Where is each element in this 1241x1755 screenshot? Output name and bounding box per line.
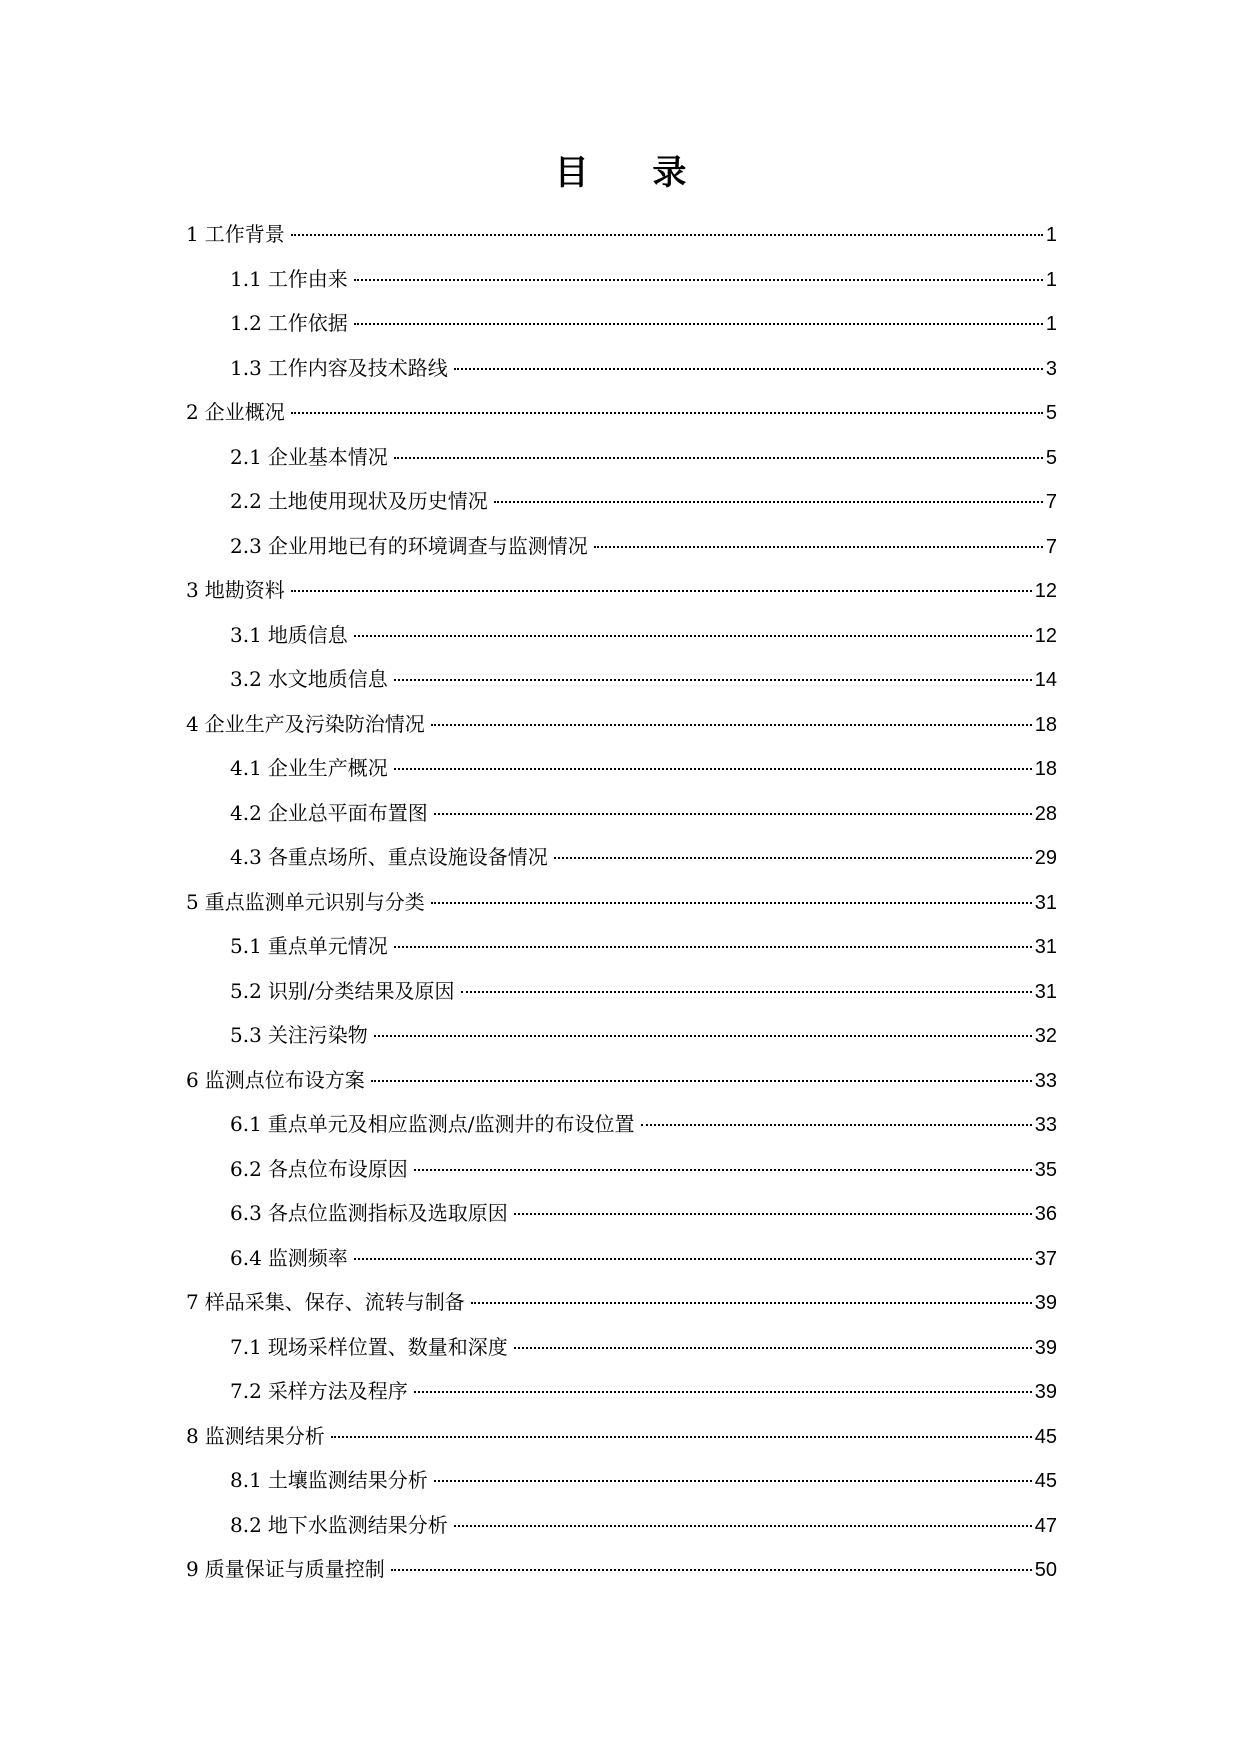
toc-entry[interactable] [186,301,1057,346]
toc-entry-label [230,435,388,480]
toc-entry[interactable] [186,1280,1057,1325]
toc-entry-number: 3.1 [230,622,262,647]
toc-entry[interactable] [186,1458,1057,1503]
toc-entry-text: 企业基本情况 [267,444,388,469]
toc-dot-leader [291,412,1043,414]
toc-entry-text: 各点位监测指标及选取原因 [267,1201,508,1225]
toc-entry-label [230,257,348,302]
toc-dot-leader [331,1436,1032,1438]
toc-entry-label [186,702,425,747]
toc-entry-number: 5.1 [230,934,262,958]
toc-entry-label [186,1414,325,1459]
toc-dot-leader [394,946,1032,948]
toc-entry[interactable] [186,435,1057,480]
toc-entry-page-number: 1 [1045,313,1057,335]
toc-entry-page-number: 7 [1045,535,1057,558]
toc-dot-leader [354,635,1032,637]
toc-entry-number: 6.1 [230,1112,262,1136]
toc-entry[interactable] [186,791,1057,836]
toc-entry-text: 监测结果分析 [204,1423,325,1448]
toc-dot-leader [394,457,1043,459]
toc-entry-label [230,346,448,391]
toc-entry-label [186,1280,465,1325]
toc-entry[interactable] [186,346,1057,391]
toc-entry-page-number: 1 [1045,224,1057,246]
toc-dot-leader [514,1347,1032,1349]
toc-entry-text: 识别/分类结果及原因 [267,978,455,1003]
toc-entry[interactable] [186,969,1057,1014]
toc-entry-page-number: 45 [1034,1470,1057,1492]
toc-entry-text: 地质信息 [267,622,348,647]
toc-entry[interactable] [186,880,1057,925]
toc-entry-page-number: 50 [1034,1559,1057,1581]
toc-entry-text: 工作内容及技术路线 [267,355,448,380]
toc-entry-number: 9 [186,1557,199,1581]
toc-entry-label [230,969,455,1014]
toc-entry-page-number: 35 [1034,1158,1057,1181]
toc-entry-number: 4.1 [230,756,262,780]
toc-entry-label [230,1503,448,1548]
toc-dot-leader [454,1525,1032,1527]
toc-dot-leader [291,590,1032,592]
toc-entry-number: 2.3 [230,533,262,558]
toc-entry-number: 4.2 [230,800,262,825]
toc-entry-text: 土壤监测结果分析 [267,1468,428,1492]
toc-entry[interactable] [186,568,1057,613]
toc-entry-label [230,613,348,658]
toc-entry-number: 6.4 [230,1245,262,1270]
toc-entry-label [230,835,548,880]
toc-entry-text: 监测点位布设方案 [204,1067,365,1092]
toc-entry-label [230,924,388,969]
toc-entry-number: 5 [186,889,199,914]
toc-entry-page-number: 47 [1034,1514,1057,1537]
toc-entry-label [186,212,285,257]
toc-entry-label [230,1325,508,1370]
toc-entry-page-number: 18 [1034,713,1057,736]
toc-entry-page-number: 3 [1045,357,1057,380]
toc-entry-text: 企业生产概况 [267,756,388,780]
toc-entry[interactable] [186,1369,1057,1414]
toc-entry-text: 关注污染物 [267,1023,368,1047]
toc-entry-text: 监测频率 [267,1245,348,1270]
toc-dot-leader [494,501,1043,503]
toc-dot-leader [461,991,1032,993]
toc-dot-leader [291,234,1043,236]
toc-dot-leader [454,368,1043,370]
toc-entry-text: 企业生产及污染防治情况 [204,711,425,736]
toc-entry[interactable] [186,1547,1057,1592]
toc-entry-number: 1 [186,222,199,246]
toc-dot-leader [514,1213,1032,1215]
toc-entry-number: 7.2 [230,1379,262,1403]
toc-entry-number: 1.2 [230,311,262,335]
toc-entry-label [186,568,285,613]
toc-entry-page-number: 36 [1034,1203,1057,1225]
toc-entry-text: 地勘资料 [204,578,285,602]
toc-dot-leader [394,768,1032,770]
toc-entry-page-number: 32 [1034,1025,1057,1047]
toc-entry-number: 5.2 [230,978,262,1003]
toc-dot-leader [354,1258,1032,1260]
toc-entry-page-number: 12 [1034,624,1057,647]
toc-entry-text: 质量保证与质量控制 [204,1557,385,1581]
toc-entry-text: 企业用地已有的环境调查与监测情况 [267,533,588,558]
toc-dot-leader [391,1569,1032,1571]
toc-title: 目 录 [554,153,713,193]
toc-entry-label [230,657,388,702]
toc-entry-text: 工作依据 [267,311,348,335]
toc-entry-number: 7.1 [230,1334,262,1359]
toc-entry-label [186,1547,385,1592]
toc-entry-text: 重点监测单元识别与分类 [204,889,425,914]
toc-dot-leader [371,1080,1032,1082]
toc-entry-label [230,301,348,346]
toc-entry-text: 样品采集、保存、流转与制备 [204,1290,465,1314]
toc-entry[interactable] [186,924,1057,969]
toc-entry-label [186,880,425,925]
toc-entry-number: 8 [186,1423,199,1448]
toc-entry-page-number: 29 [1034,847,1057,869]
toc-entry-page-number: 33 [1034,1114,1057,1136]
toc-entry-page-number: 5 [1045,446,1057,469]
toc-entry-label [230,791,428,836]
toc-entry-text: 采样方法及程序 [267,1379,408,1403]
toc-entry-page-number: 37 [1034,1247,1057,1270]
toc-entry-page-number: 31 [1034,891,1057,914]
toc-entry[interactable] [186,1325,1057,1370]
toc-entry-number: 4 [186,711,199,736]
toc-entry-label [230,1369,408,1414]
toc-entry-page-number: 39 [1034,1292,1057,1314]
toc-dot-leader [594,546,1043,548]
toc-dot-leader [394,679,1032,681]
toc-entry-page-number: 14 [1034,669,1057,691]
toc-entry-label [186,1058,365,1103]
toc-entry[interactable] [186,613,1057,658]
toc-entry[interactable] [186,1191,1057,1236]
toc-entry[interactable] [186,746,1057,791]
toc-entry-page-number: 45 [1034,1425,1057,1448]
toc-entry-text: 各点位布设原因 [267,1156,408,1181]
toc-entry-number: 3 [186,578,199,602]
toc-entry-label [230,746,388,791]
toc-entry-number: 1.1 [230,266,262,291]
toc-entry-text: 工作由来 [267,266,348,291]
toc-dot-leader [414,1391,1032,1393]
toc-entry-text: 水文地质信息 [267,667,388,691]
toc-entry-page-number: 33 [1034,1069,1057,1092]
toc-entry-page-number: 18 [1034,758,1057,780]
toc-entry-number: 2 [186,400,199,424]
toc-entry-number: 6.2 [230,1156,262,1181]
toc-entry-number: 5.3 [230,1023,262,1047]
toc-entry[interactable] [186,1503,1057,1548]
toc-entry[interactable] [186,1058,1057,1103]
toc-dot-leader [431,724,1032,726]
toc-entry-text: 土地使用现状及历史情况 [267,489,488,513]
toc-dot-leader [434,813,1032,815]
toc-entry-text: 企业总平面布置图 [267,800,428,825]
toc-entry[interactable] [186,1236,1057,1281]
toc-entry[interactable] [186,835,1057,880]
toc-entry-page-number: 28 [1034,802,1057,825]
toc-entry-label [230,479,488,524]
toc-dot-leader [554,857,1032,859]
toc-entry-number: 1.3 [230,355,262,380]
toc-entry-label [230,1458,428,1503]
toc-entry[interactable] [186,257,1057,302]
toc-dot-leader [431,902,1032,904]
toc-entry-number: 8.2 [230,1512,262,1537]
toc-entry-text: 现场采样位置、数量和深度 [267,1334,508,1359]
toc-entry-text: 重点单元及相应监测点/监测井的布设位置 [267,1112,635,1136]
toc-entry[interactable] [186,657,1057,702]
toc-entry[interactable] [186,212,1057,257]
toc-entry-number: 2.1 [230,444,262,469]
toc-dot-leader [641,1124,1032,1126]
toc-entry-number: 3.2 [230,667,262,691]
toc-entry-label [186,390,285,435]
toc-entry-page-number: 7 [1045,491,1057,513]
toc-entry-number: 6 [186,1067,199,1092]
toc-dot-leader [434,1480,1032,1482]
toc-entry-page-number: 12 [1034,580,1057,602]
toc-entry-number: 4.3 [230,845,262,869]
toc-entry[interactable] [186,1414,1057,1459]
toc-list [186,212,1057,1592]
toc-entry-page-number: 31 [1034,980,1057,1003]
toc-dot-leader [354,323,1043,325]
toc-entry[interactable] [186,1147,1057,1192]
toc-entry-page-number: 5 [1045,402,1057,424]
toc-entry-number: 7 [186,1290,199,1314]
toc-entry-label [230,1013,368,1058]
toc-entry-page-number: 39 [1034,1336,1057,1359]
toc-entry-number: 2.2 [230,489,262,513]
toc-entry[interactable] [186,702,1057,747]
toc-entry-text: 地下水监测结果分析 [267,1512,448,1537]
toc-entry-text: 工作背景 [204,222,285,246]
toc-entry-page-number: 39 [1034,1381,1057,1403]
toc-entry-text: 各重点场所、重点设施设备情况 [267,845,548,869]
toc-entry[interactable] [186,479,1057,524]
toc-entry-label [230,1191,508,1236]
toc-entry-label [230,1236,348,1281]
toc-entry-number: 6.3 [230,1201,262,1225]
toc-entry[interactable] [186,524,1057,569]
toc-entry[interactable] [186,390,1057,435]
toc-entry-text: 企业概况 [204,400,285,424]
toc-entry-page-number: 31 [1034,936,1057,958]
toc-dot-leader [354,279,1043,281]
toc-entry-label [230,524,588,569]
toc-entry-label [230,1147,408,1192]
toc-entry[interactable] [186,1013,1057,1058]
toc-entry-text: 重点单元情况 [267,934,388,958]
toc-entry-page-number: 1 [1045,268,1057,291]
toc-entry-number: 8.1 [230,1468,262,1492]
toc-dot-leader [471,1302,1032,1304]
toc-entry[interactable] [186,1102,1057,1147]
toc-dot-leader [374,1035,1032,1037]
toc-dot-leader [414,1169,1032,1171]
toc-entry-label [230,1102,635,1147]
